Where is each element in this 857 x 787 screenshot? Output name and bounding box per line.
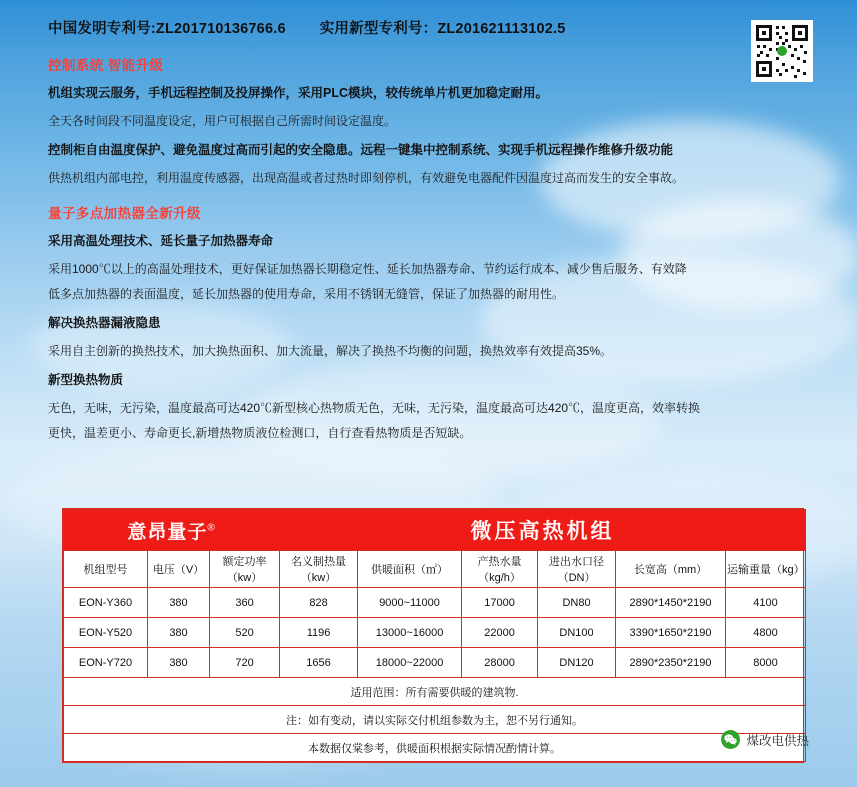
paragraph: 低多点加热器的表面温度，延长加热器的使用寿命，采用不锈钢无缝管，保证了加热器的耐用性。 — [48, 287, 565, 301]
document-body — [48, 18, 810, 449]
cell-pipe-diameter: DN120 — [538, 648, 616, 678]
cell-nominal-heat: 1196 — [280, 618, 358, 648]
cell-voltage: 380 — [148, 618, 210, 648]
cell-heating-area: 18000~22000 — [358, 648, 462, 678]
cell-hot-water-output: 28000 — [462, 648, 538, 678]
spec-table — [63, 509, 806, 762]
cell-model: EON-Y520 — [64, 618, 148, 648]
table-note-row — [64, 734, 806, 762]
paragraph-bold: 控制柜自由温度保护、避免温度过高而引起的安全隐患。远程一键集中控制系统、实现手机远程操作维修升级功能 — [48, 143, 674, 157]
wechat-account-name: 煤改电供热 — [746, 733, 809, 748]
cell-pipe-diameter: DN80 — [538, 588, 616, 618]
registered-mark: ® — [207, 522, 216, 534]
section-title-control-system: 控制系统 智能升级 — [48, 58, 164, 73]
paragraph: 全天各时间段不同温度设定，用户可根据自己所需时间设定温度。 — [48, 114, 397, 128]
brand-cell — [64, 510, 280, 551]
col-header-hot-water-output: 产热水量 （kg/h） — [462, 551, 538, 588]
col-header-voltage: 电压（V） — [148, 551, 210, 588]
col-header-model: 机组型号 — [64, 551, 148, 588]
cell-model: EON-Y360 — [64, 588, 148, 618]
patent-header — [48, 18, 810, 40]
cell-voltage: 380 — [148, 648, 210, 678]
cell-heating-area: 13000~16000 — [358, 618, 462, 648]
table-row — [64, 588, 806, 618]
cell-rated-power: 720 — [210, 648, 280, 678]
paragraph: 采用1000℃以上的高温处理技术，更好保证加热器长期稳定性、延长加热器寿命、节约运行成本、减少售后服务、有效降 — [48, 262, 687, 276]
cell-weight: 4800 — [726, 618, 806, 648]
col-header-nominal-heat: 名义制热量 （kw） — [280, 551, 358, 588]
cell-heating-area: 9000~11000 — [358, 588, 462, 618]
paragraph: 无色，无味，无污染，温度最高可达420℃新型核心热物质无色，无味，无污染，温度最高可达420℃，温度更高，效率转换 — [48, 401, 701, 415]
paragraph: 供热机组内部电控，利用温度传感器，出现高温或者过热时即刻停机，有效避免电器配件因温度过高而发生的安全事故。 — [48, 171, 685, 185]
wechat-account-badge — [721, 730, 809, 749]
cell-nominal-heat: 1656 — [280, 648, 358, 678]
cell-hot-water-output: 17000 — [462, 588, 538, 618]
note-reference: 本数据仅棠参考，供暖面积根据实际情况酌情计算。 — [64, 734, 806, 762]
paragraph-bold: 解决换热器漏液隐患 — [48, 316, 161, 330]
cell-nominal-heat: 828 — [280, 588, 358, 618]
col-header-heating-area: 供暖面积（㎡） — [358, 551, 462, 588]
table-row — [64, 648, 806, 678]
cell-pipe-diameter: DN100 — [538, 618, 616, 648]
utility-patent-number: 实用新型专利号：ZL201621113102.5 — [319, 21, 566, 37]
paragraph-bold: 机组实现云服务，手机远程控制及投屏操作，采用PLC模块，较传统单片机更加稳定耐用。 — [48, 86, 549, 100]
paragraph-bold: 新型换热物质 — [48, 373, 124, 387]
cell-model: EON-Y720 — [64, 648, 148, 678]
col-header-dimensions: 长宽高（mm） — [616, 551, 726, 588]
table-title-bar — [64, 510, 806, 551]
cell-hot-water-output: 22000 — [462, 618, 538, 648]
invention-patent-number: 中国发明专利号:ZL201710136766.6 — [48, 21, 286, 37]
col-header-pipe-diameter: 进出水口径 （DN） — [538, 551, 616, 588]
paragraph: 采用自主创新的换热技术，加大换热面积、加大流量，解决了换热不均衡的问题，换热效率有效提高35%。 — [48, 344, 613, 358]
cell-rated-power: 360 — [210, 588, 280, 618]
cell-dimensions: 2890*2350*2190 — [616, 648, 726, 678]
table-note-row — [64, 706, 806, 734]
col-header-rated-power: 额定功率 （kw） — [210, 551, 280, 588]
cell-dimensions: 3390*1650*2190 — [616, 618, 726, 648]
wechat-icon — [721, 730, 740, 749]
cell-voltage: 380 — [148, 588, 210, 618]
cell-rated-power: 520 — [210, 618, 280, 648]
col-header-weight: 运输重量（kg） — [726, 551, 806, 588]
product-title-cell — [280, 510, 806, 551]
brand-name: 意昂量子® — [127, 521, 216, 543]
paragraph: 更快，温差更小、寿命更长,新增热物质液位检测口，自行查看热物质是否短缺。 — [48, 426, 472, 440]
section-title-quantum-heater: 量子多点加热器全新升级 — [48, 206, 201, 221]
table-row — [64, 618, 806, 648]
table-note-row — [64, 678, 806, 706]
cell-dimensions: 2890*1450*2190 — [616, 588, 726, 618]
note-scope: 适用范围：所有需要供暖的建筑物. — [64, 678, 806, 706]
table-header-row — [64, 551, 806, 588]
note-change: 注：如有变动，请以实际交付机组参数为主，恕不另行通知。 — [64, 706, 806, 734]
product-title: 微压高热机组 — [470, 520, 615, 543]
spec-table-container — [62, 508, 804, 763]
cell-weight: 8000 — [726, 648, 806, 678]
cell-weight: 4100 — [726, 588, 806, 618]
paragraph-bold: 采用高温处理技术、延长量子加热器寿命 — [48, 234, 274, 248]
